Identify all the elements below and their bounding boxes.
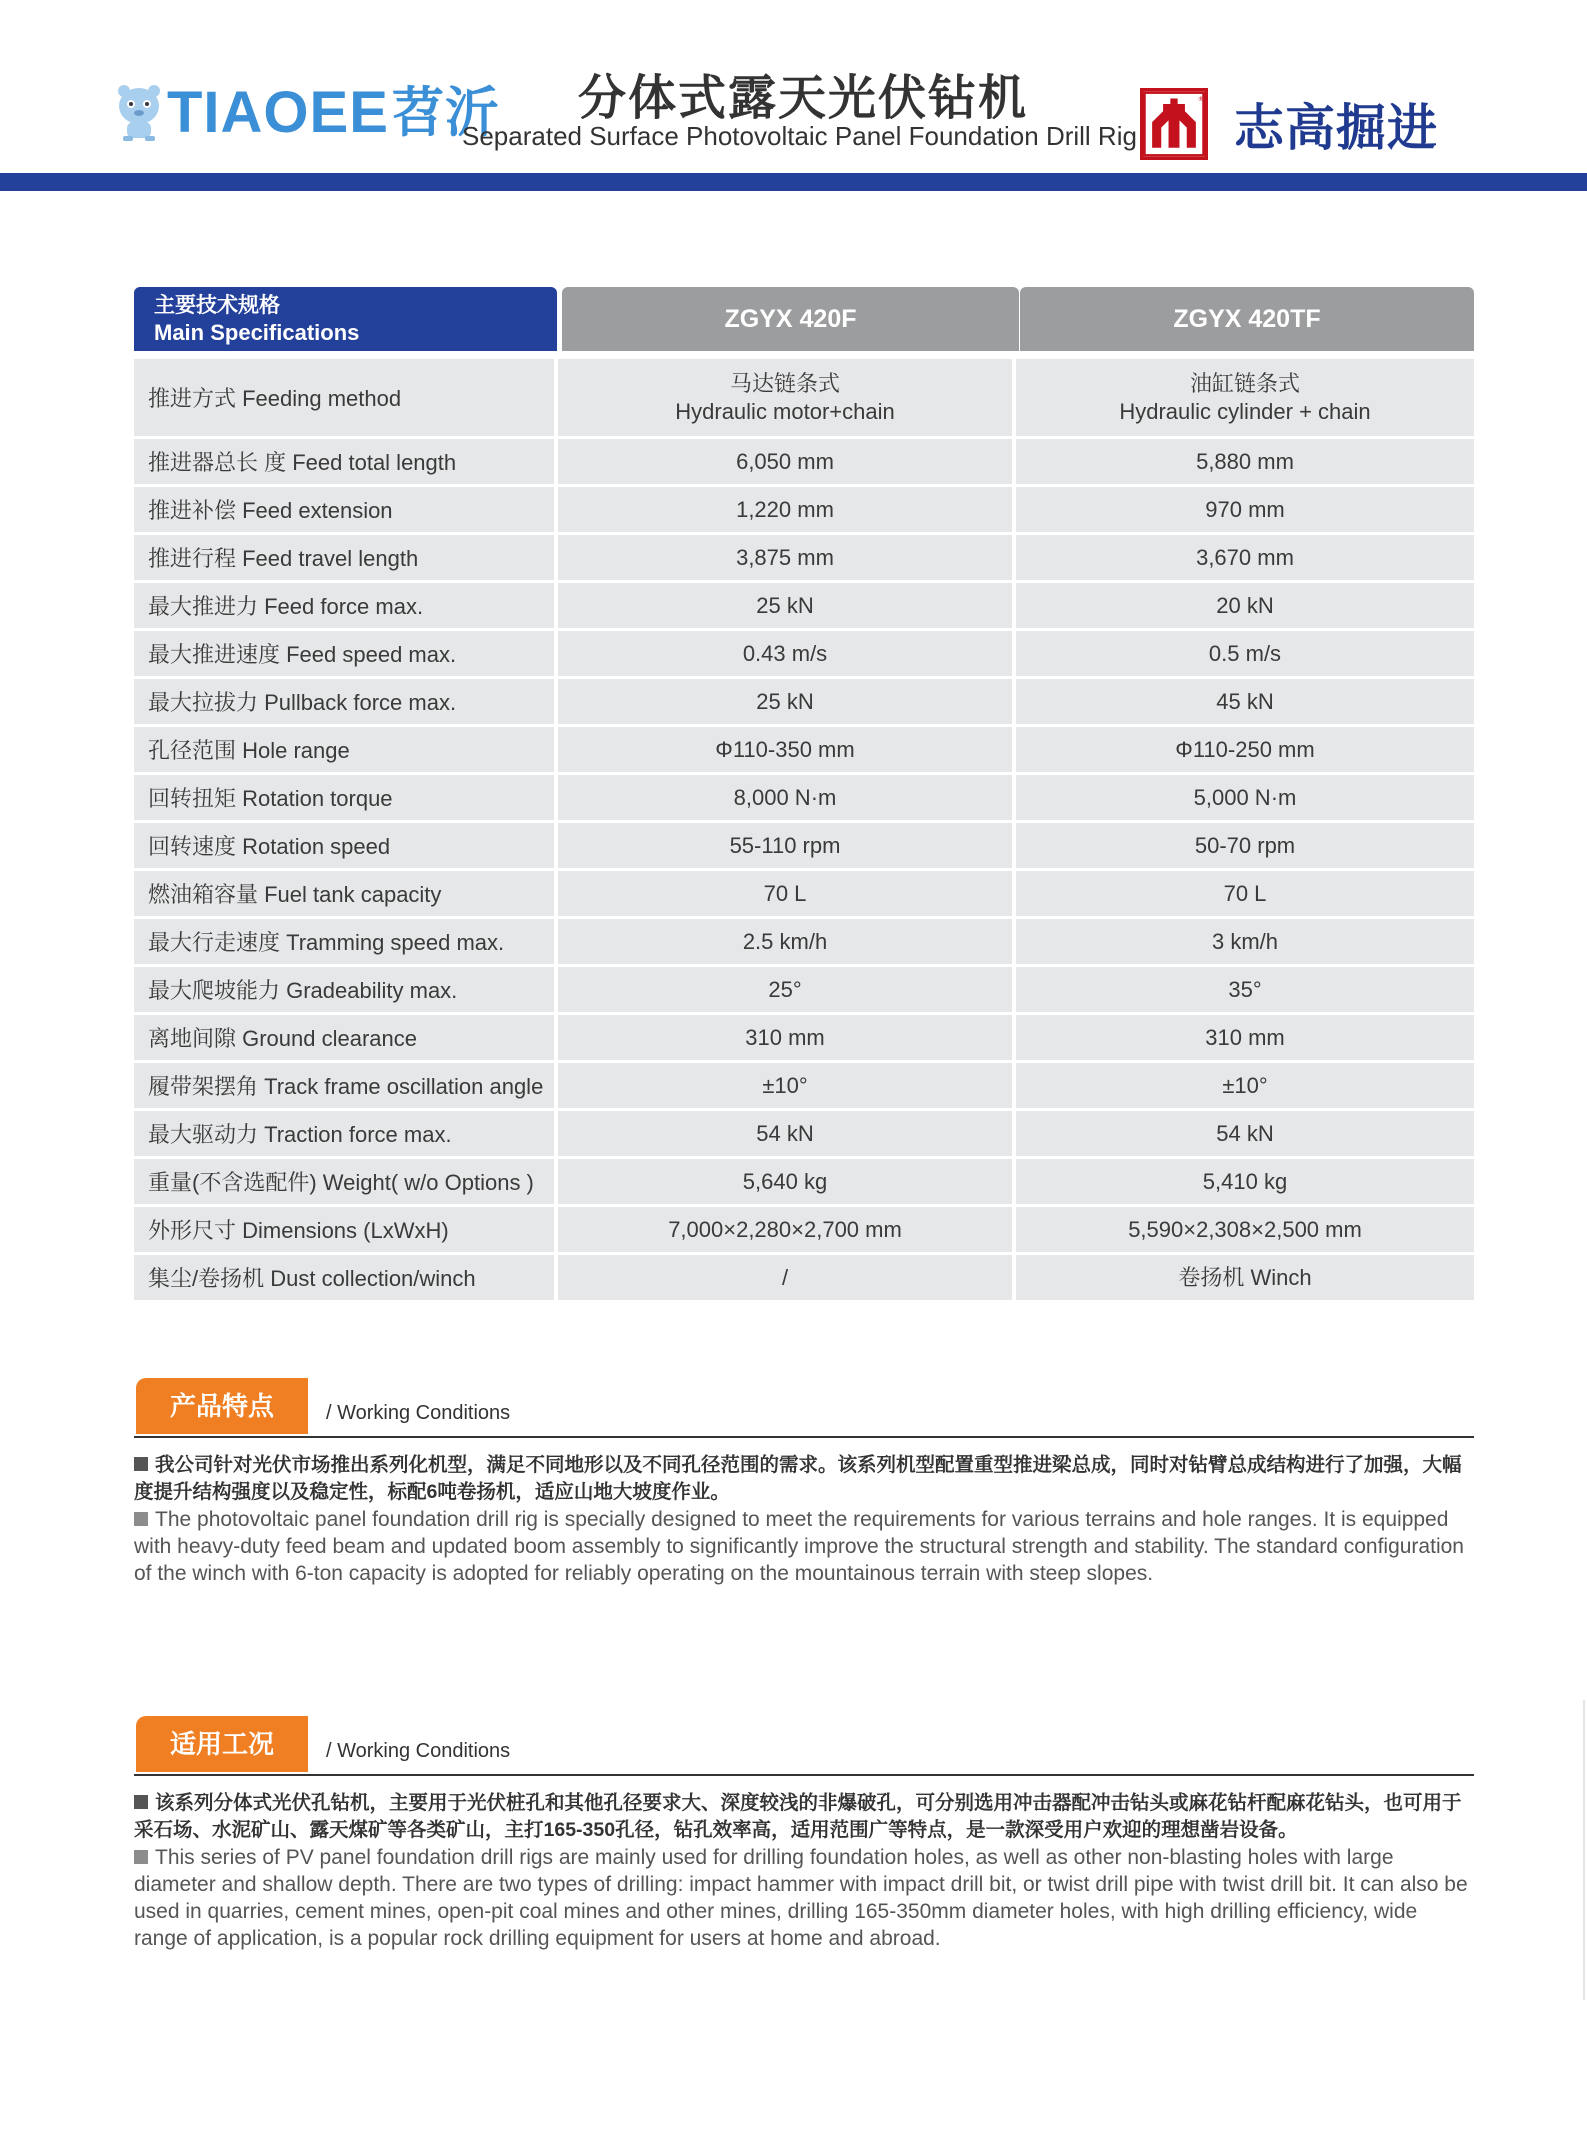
spec-row — [134, 1015, 1474, 1063]
spec-value-model-1 — [558, 631, 1016, 679]
spec-row-label: 外形尺寸 Dimensions (LxWxH) — [134, 1207, 558, 1255]
spec-row — [134, 1255, 1474, 1303]
spec-row-label: 最大爬坡能力 Gradeability max. — [134, 967, 558, 1015]
spec-value-model-1 — [558, 775, 1016, 823]
spec-value-line: 25 kN — [756, 688, 814, 714]
spec-value-model-2 — [1016, 1159, 1474, 1207]
features-subtitle: / Working Conditions — [326, 1402, 511, 1424]
spec-value-line: 310 mm — [745, 1024, 825, 1050]
model-header-2: ZGYX 420TF — [1020, 287, 1474, 351]
features-en-text: The photovoltaic panel foundation drill rig is specially designed to meet the requirements for various terrains and hole ranges. It is equipped with heavy-duty feed beam and updated boom assembly to significantly improve the structural strength and stability. The standard configuration of the winch with 6-ton capacity is adopted for reliably operating on the mountainous terrain with steep slopes. — [134, 1508, 1464, 1585]
spec-row — [134, 967, 1474, 1015]
spec-row — [134, 823, 1474, 871]
spec-row — [134, 535, 1474, 583]
spec-row-label: 推进器总长 度 Feed total length — [134, 439, 558, 487]
spec-value-line: ±10° — [1222, 1072, 1268, 1098]
model-header-1: ZGYX 420F — [562, 287, 1019, 351]
spec-value-model-1 — [558, 967, 1016, 1015]
features-header — [134, 1378, 1474, 1438]
spec-row-label: 集尘/卷扬机 Dust collection/winch — [134, 1255, 558, 1303]
conditions-text-cn — [134, 1790, 1474, 1844]
page-title-cn: 分体式露天光伏钻机 — [578, 72, 1029, 125]
spec-value-line: 5,000 N·m — [1193, 784, 1297, 810]
spec-value-line: Hydraulic motor+chain — [675, 398, 895, 424]
spec-row-label: 回转速度 Rotation speed — [134, 823, 558, 871]
spec-value-model-2 — [1016, 631, 1474, 679]
spec-table-header — [134, 287, 1474, 351]
brand-name-cn: 苕沂 — [390, 83, 499, 143]
conditions-section — [134, 1716, 1474, 1952]
svg-text:®: ® — [1197, 95, 1205, 104]
spec-row — [134, 583, 1474, 631]
spec-value-line: 1,220 mm — [736, 496, 834, 522]
conditions-header — [134, 1716, 1474, 1776]
spec-value-model-1 — [558, 1015, 1016, 1063]
spec-value-model-1 — [558, 487, 1016, 535]
spec-row — [134, 487, 1474, 535]
page-edge-line — [1583, 1700, 1585, 2000]
spec-value-line: 3,875 mm — [736, 544, 834, 570]
spec-label-en: Main Specifications — [154, 320, 360, 345]
spec-value-line: 54 kN — [1216, 1120, 1274, 1146]
spec-row-label: 孔径范围 Hole range — [134, 727, 558, 775]
spec-value-model-2 — [1016, 1015, 1474, 1063]
conditions-en-text: This series of PV panel foundation drill rigs are mainly used for drilling foundation holes, as well as other non-blasting holes with large diameter and shallow depth. There are two types of drilling: impact hammer with impact drill bit, or twist drill pipe with twist drill bit. It can also be used in quarries, cement mines, open-pit coal mines and other mines, drilling 165-350mm diameter holes, with high drilling efficiency, wide range of application, is a popular rock drilling equipment for users at home and abroad. — [134, 1846, 1468, 1950]
spec-row — [134, 1111, 1474, 1159]
spec-value-line: ±10° — [762, 1072, 808, 1098]
spec-value-model-2 — [1016, 487, 1474, 535]
spec-row — [134, 1159, 1474, 1207]
spec-value-line: 0.43 m/s — [742, 640, 828, 666]
conditions-cn-text: 该系列分体式光伏孔钻机，主要用于光伏桩孔和其他孔径要求大、深度较浅的非爆破孔，可分别选用冲击器配冲击钻头或麻花钻杆配麻花钻头，也可用于采石场、水泥矿山、露天煤矿等各类矿山，主打165-350孔径，钻孔效率高，适用范围广等特点，是一款深受用户欢迎的理想凿岩设备。 — [134, 1792, 1462, 1841]
page-header — [0, 0, 1587, 176]
spec-value-line: 6,050 mm — [736, 448, 834, 474]
bullet-square-icon — [134, 1457, 148, 1471]
spec-value-model-1 — [558, 919, 1016, 967]
spec-value-line: 5,640 kg — [742, 1168, 828, 1194]
spec-value-model-1 — [558, 1159, 1016, 1207]
partner-name: 志高掘进 — [1234, 100, 1438, 156]
spec-value-model-2 — [1016, 1207, 1474, 1255]
spec-value-model-2 — [1016, 823, 1474, 871]
spec-value-line: 50-70 rpm — [1194, 832, 1296, 858]
partner-logo — [1140, 88, 1438, 160]
spec-row — [134, 1207, 1474, 1255]
spec-value-model-1 — [558, 439, 1016, 487]
spec-row — [134, 679, 1474, 727]
conditions-tab: 适用工况 — [136, 1716, 308, 1772]
spec-value-model-2 — [1016, 1255, 1474, 1303]
spec-value-line: 7,000×2,280×2,700 mm — [668, 1216, 902, 1242]
spec-value-line: Φ110-350 mm — [715, 736, 855, 762]
spec-row-label: 最大行走速度 Tramming speed max. — [134, 919, 558, 967]
conditions-body — [134, 1790, 1474, 1952]
spec-value-model-2 — [1016, 967, 1474, 1015]
spec-value-line: 25° — [768, 976, 802, 1002]
brand-logo — [115, 78, 499, 148]
spec-value-model-1 — [558, 1111, 1016, 1159]
spec-value-line: 马达链条式 — [729, 370, 840, 396]
spec-value-model-2 — [1016, 1063, 1474, 1111]
spec-value-model-2 — [1016, 535, 1474, 583]
spec-row-label: 重量(不含选配件) Weight( w/o Options ) — [134, 1159, 558, 1207]
conditions-subtitle: / Working Conditions — [326, 1740, 511, 1762]
spec-row-label: 最大推进力 Feed force max. — [134, 583, 558, 631]
spec-row-label: 最大推进速度 Feed speed max. — [134, 631, 558, 679]
spec-value-model-1 — [558, 1207, 1016, 1255]
spec-label-cn: 主要技术规格 — [154, 294, 280, 317]
spec-row-label: 离地间隙 Ground clearance — [134, 1015, 558, 1063]
spec-value-model-1 — [558, 1255, 1016, 1303]
features-text-en — [134, 1506, 1474, 1587]
conditions-text-en — [134, 1844, 1474, 1952]
spec-value-line: Hydraulic cylinder + chain — [1119, 398, 1371, 424]
spec-row — [134, 1063, 1474, 1111]
spec-value-line: 70 L — [763, 880, 807, 906]
spec-table — [134, 287, 1474, 1303]
spec-row-label: 回转扭矩 Rotation torque — [134, 775, 558, 823]
spec-value-line: 5,880 mm — [1196, 448, 1294, 474]
spec-value-model-1 — [558, 359, 1016, 439]
spec-row — [134, 439, 1474, 487]
spec-value-model-1 — [558, 823, 1016, 871]
spec-value-line: 3 km/h — [1211, 928, 1279, 954]
spec-value-line: 45 kN — [1216, 688, 1274, 714]
features-body — [134, 1452, 1474, 1587]
spec-value-line: 20 kN — [1216, 592, 1274, 618]
spec-value-line: 54 kN — [756, 1120, 814, 1146]
spec-value-line: 5,410 kg — [1202, 1168, 1288, 1194]
spec-value-model-2 — [1016, 439, 1474, 487]
spec-value-line: Φ110-250 mm — [1175, 736, 1315, 762]
bullet-square-icon — [134, 1850, 148, 1864]
spec-value-model-2 — [1016, 871, 1474, 919]
spec-value-model-1 — [558, 535, 1016, 583]
spec-row-label: 推进补偿 Feed extension — [134, 487, 558, 535]
spec-row-label: 燃油箱容量 Fuel tank capacity — [134, 871, 558, 919]
partner-emblem-icon — [1140, 88, 1208, 160]
spec-row — [134, 727, 1474, 775]
spec-value-line: 25 kN — [756, 592, 814, 618]
spec-row-label: 最大拉拔力 Pullback force max. — [134, 679, 558, 727]
spec-row — [134, 359, 1474, 439]
spec-value-line: 70 L — [1223, 880, 1267, 906]
spec-value-line: 310 mm — [1205, 1024, 1285, 1050]
spec-row — [134, 775, 1474, 823]
mascot-icon — [115, 84, 163, 142]
spec-row-label: 推进方式 Feeding method — [134, 359, 558, 439]
bullet-square-icon — [134, 1512, 148, 1526]
spec-value-line: 0.5 m/s — [1208, 640, 1282, 666]
spec-value-model-2 — [1016, 775, 1474, 823]
spec-value-line: 3,670 mm — [1196, 544, 1294, 570]
spec-row-label: 推进行程 Feed travel length — [134, 535, 558, 583]
spec-row — [134, 919, 1474, 967]
spec-value-model-1 — [558, 583, 1016, 631]
spec-value-model-2 — [1016, 919, 1474, 967]
spec-value-line: 5,590×2,308×2,500 mm — [1128, 1216, 1362, 1242]
spec-value-line: 2.5 km/h — [742, 928, 828, 954]
spec-row — [134, 871, 1474, 919]
spec-row — [134, 631, 1474, 679]
spec-value-model-2 — [1016, 359, 1474, 439]
spec-row-label: 履带架摆角 Track frame oscillation angle — [134, 1063, 558, 1111]
spec-value-model-2 — [1016, 727, 1474, 775]
spec-value-model-1 — [558, 727, 1016, 775]
bullet-square-icon — [134, 1795, 148, 1809]
spec-value-model-2 — [1016, 583, 1474, 631]
spec-value-model-1 — [558, 871, 1016, 919]
page-title-en: Separated Surface Photovoltaic Panel Foundation Drill Rig — [462, 121, 1137, 151]
spec-header-label — [134, 287, 557, 351]
spec-value-model-2 — [1016, 679, 1474, 727]
spec-value-model-1 — [558, 679, 1016, 727]
spec-value-line: 35° — [1228, 976, 1262, 1002]
brand-name-latin: TIAOEE — [167, 80, 389, 145]
spec-row-label: 最大驱动力 Traction force max. — [134, 1111, 558, 1159]
features-text-cn — [134, 1452, 1474, 1506]
features-section — [134, 1378, 1474, 1587]
features-tab: 产品特点 — [136, 1378, 308, 1434]
features-cn-text: 我公司针对光伏市场推出系列化机型，满足不同地形以及不同孔径范围的需求。该系列机型配置重型推进梁总成，同时对钻臂总成结构进行了加强，大幅度提升结构强度以及稳定性，标配6吨卷扬机，适应山地大坡度作业。 — [134, 1454, 1462, 1503]
spec-value-line: 8,000 N·m — [733, 784, 837, 810]
spec-value-line: 卷扬机 Winch — [1178, 1264, 1312, 1290]
spec-table-body — [134, 359, 1474, 1303]
header-divider-bar — [0, 173, 1587, 191]
spec-value-model-1 — [558, 1063, 1016, 1111]
spec-value-line: 970 mm — [1205, 496, 1285, 522]
spec-value-line: 油缸链条式 — [1189, 370, 1300, 396]
spec-value-line: 55-110 rpm — [729, 832, 841, 858]
spec-value-model-2 — [1016, 1111, 1474, 1159]
spec-value-line: / — [781, 1264, 789, 1290]
